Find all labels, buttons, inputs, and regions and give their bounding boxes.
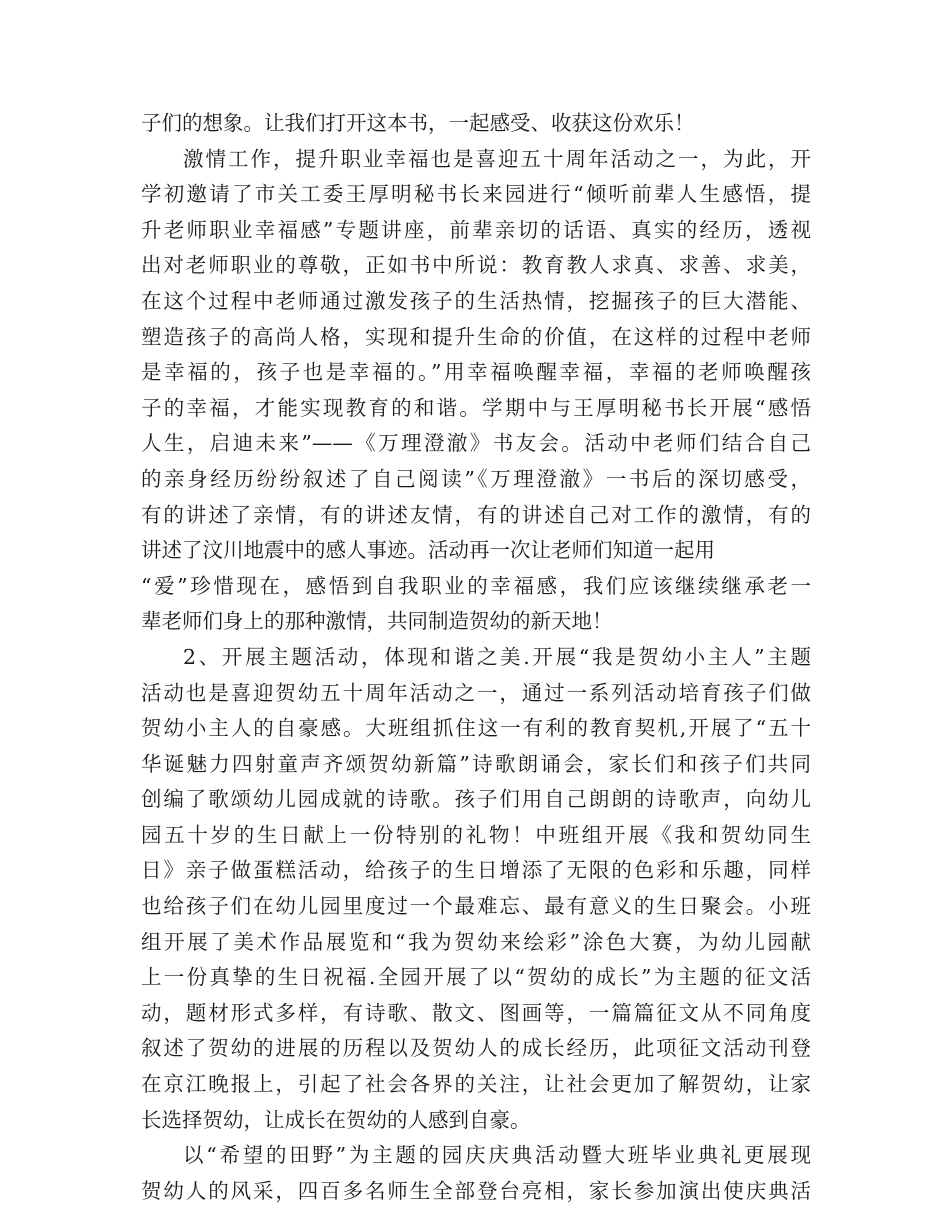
text-line: 华诞魅力四射童声齐颂贺幼新篇”诗歌朗诵会，家长们和孩子们共同: [141, 751, 811, 776]
text-line: 2、开展主题活动，体现和谐之美.开展“我是贺幼小主人”主题: [183, 644, 811, 669]
text-line: 日》亲子做蛋糕活动，给孩子的生日增添了无限的色彩和乐趣，同样: [141, 858, 811, 883]
text-line: 是幸福的，孩子也是幸福的。”用幸福唤醒幸福，幸福的老师唤醒孩: [141, 360, 811, 385]
text-line: 园五十岁的生日献上一份特别的礼物！中班组开展《我和贺幼同生: [141, 822, 811, 847]
text-line: 组开展了美术作品展览和“我为贺幼来绘彩”涂色大赛，为幼儿园献: [141, 929, 811, 954]
text-line: 升老师职业幸福感”专题讲座，前辈亲切的话语、真实的经历，透视: [141, 217, 811, 242]
text-line: 子们的想象。让我们打开这本书，一起感受、收获这份欢乐！: [141, 111, 695, 135]
text-line: 动，题材形式多样，有诗歌、散文、图画等，一篇篇征文从不同角度: [141, 1000, 811, 1025]
text-line: 叙述了贺幼的进展的历程以及贺幼人的成长经历，此项征文活动刊登: [141, 1036, 811, 1061]
text-line: 讲述了汶川地震中的感人事迹。活动再一次让老师们知道一起用: [141, 538, 715, 563]
text-line: 在京江晚报上，引起了社会各界的关注，让社会更加了解贺幼，让家: [141, 1072, 811, 1097]
text-line: 长选择贺幼，让成长在贺幼的人感到自豪。: [141, 1107, 531, 1132]
text-line: 有的讲述了亲情，有的讲述友情，有的讲述自己对工作的激情，有的: [141, 502, 811, 527]
text-line: 贺幼小主人的自豪感。大班组抓住这一有利的教育契机,开展了“五十: [141, 716, 811, 741]
text-line: 学初邀请了市关工委王厚明秘书长来园进行“倾听前辈人生感悟，提: [141, 182, 811, 207]
text-line: 贺幼人的风采，四百多名师生全部登台亮相，家长参加演出使庆典活: [141, 1178, 811, 1203]
text-line: “爱”珍惜现在，感悟到自我职业的幸福感，我们应该继续继承老一: [141, 573, 811, 598]
text-line: 在这个过程中老师通过激发孩子的生活热情，挖掘孩子的巨大潜能、: [141, 288, 811, 313]
text-line: 激情工作，提升职业幸福也是喜迎五十周年活动之一，为此，开: [183, 146, 811, 171]
text-line: 塑造孩子的高尚人格，实现和提升生命的价值，在这样的过程中老师: [141, 324, 811, 349]
text-line: 人生，启迪未来”——《万理澄澈》书友会。活动中老师们结合自己: [141, 431, 811, 456]
text-line: 出对老师职业的尊敬，正如书中所说：教育教人求真、求善、求美，: [141, 253, 811, 278]
text-line: 上一份真挚的生日祝福.全园开展了以“贺幼的成长”为主题的征文活: [141, 965, 811, 990]
text-line: 以“希望的田野”为主题的园庆庆典活动暨大班毕业典礼更展现: [183, 1143, 811, 1168]
document-body: [141, 106, 811, 1209]
text-line: 子的幸福，才能实现教育的和谐。学期中与王厚明秘书长开展“感悟: [141, 395, 811, 420]
text-line: 辈老师们身上的那种激情，共同制造贺幼的新天地！: [141, 609, 613, 634]
text-line: 的亲身经历纷纷叙述了自己阅读”《万理澄澈》一书后的深切感受，: [141, 466, 811, 491]
text-line: 活动也是喜迎贺幼五十周年活动之一，通过一系列活动培育孩子们做: [141, 680, 811, 705]
text-line: 也给孩子们在幼儿园里度过一个最难忘、最有意义的生日聚会。小班: [141, 894, 811, 919]
text-line: 创编了歌颂幼儿园成就的诗歌。孩子们用自己朗朗的诗歌声，向幼儿: [141, 787, 811, 812]
